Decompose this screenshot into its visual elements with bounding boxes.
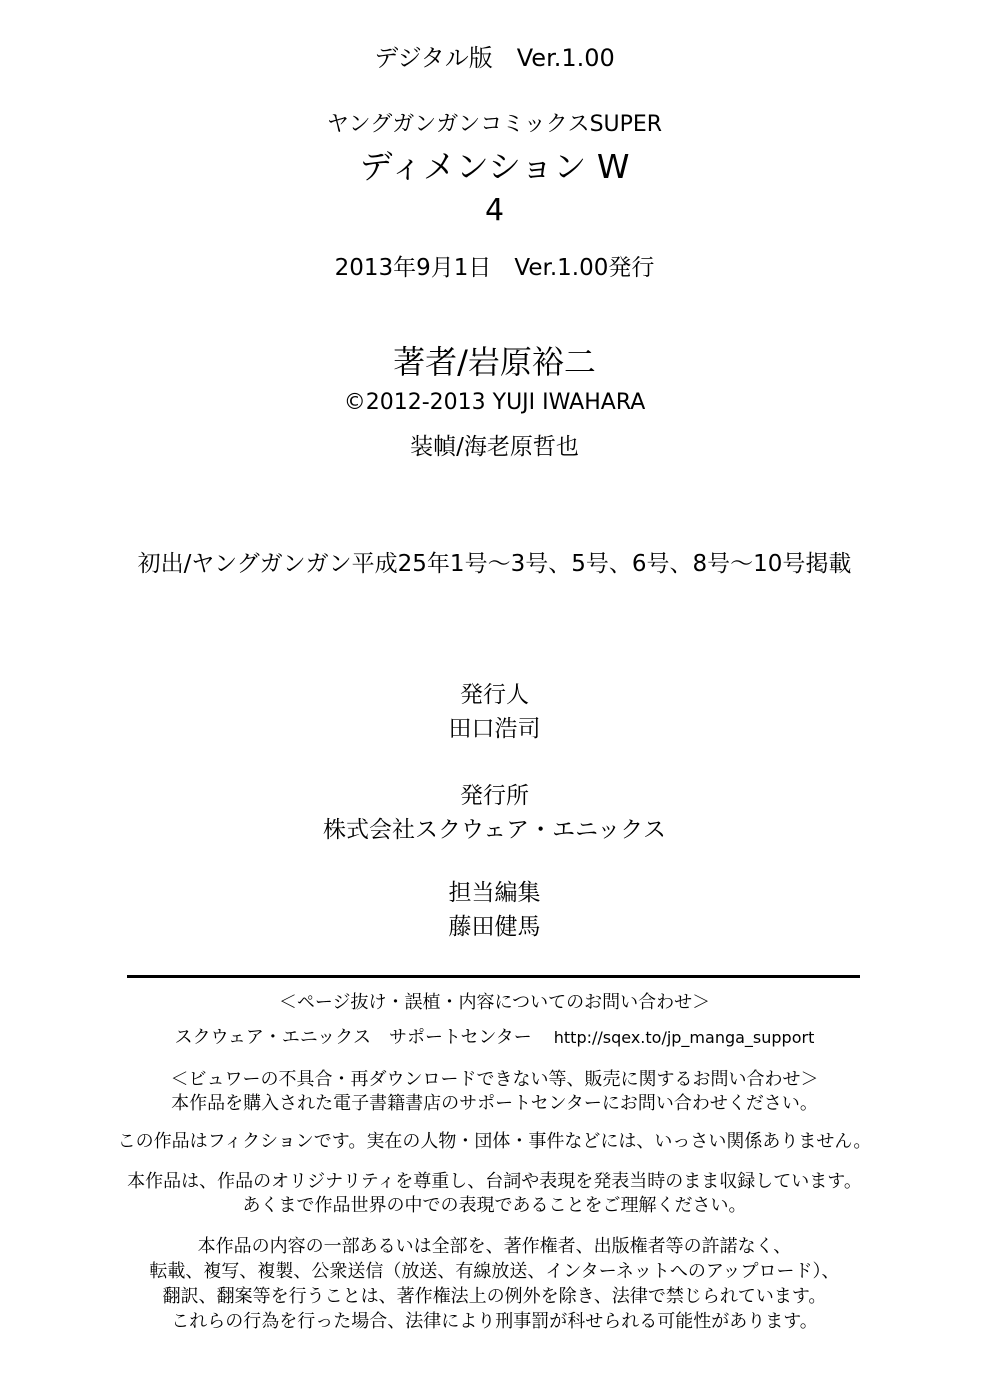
editor-label: 担当編集 (448, 880, 541, 906)
support-center-name: スクウェア・エニックス サポートセンター (174, 1027, 532, 1048)
release-date: 2013年9月1日 Ver.1.00発行 (334, 255, 655, 281)
inquiry-viewer-heading: ＜ビュワーの不具合・再ダウンロードできない等、販売に関するお問い合わせ＞ (170, 1069, 819, 1090)
first-appearance-note: 初出/ヤングガンガン平成25年1号～3号、5号、6号、8号～10号掲載 (137, 551, 852, 577)
legal-notice-line-3: 翻訳、翻案等を行うことは、著作権法上の例外を除き、法律で禁じられています。 (162, 1286, 827, 1307)
author-credit: 著者/岩原裕二 (393, 343, 596, 381)
fiction-disclaimer: この作品はフィクションです。実在の人物・団体・事件などには、いっさい関係ありません。 (117, 1131, 872, 1152)
editor-name: 藤田健馬 (448, 914, 541, 940)
legal-notice-line-2: 転載、複写、複製、公衆送信（放送、有線放送、インターネットへのアップロード）、 (149, 1261, 840, 1282)
publisher-name: 田口浩司 (448, 716, 541, 742)
design-credit: 装幀/海老原哲也 (410, 434, 579, 460)
publisher-label: 発行人 (460, 682, 529, 708)
inquiry-content-heading: ＜ページ抜け・誤植・内容についてのお問い合わせ＞ (278, 992, 711, 1013)
originality-notice-line-2: あくまで作品世界の中での表現であることをご理解ください。 (242, 1195, 747, 1216)
copyright-notice: ©2012-2013 YUJI IWAHARA (343, 390, 646, 415)
book-title: ディメンション W (359, 147, 630, 186)
edition-version: デジタル版 Ver.1.00 (374, 44, 615, 72)
support-url-link[interactable]: http://sqex.to/jp_manga_support (553, 1028, 815, 1047)
inquiry-viewer-body: 本作品を購入された電子書籍書店のサポートセンターにお問い合わせください。 (171, 1093, 818, 1114)
originality-notice-line-1: 本作品は、作品のオリジナリティを尊重し、台詞や表現を発表当時のまま収録しています。 (127, 1171, 862, 1192)
publishing-house-label: 発行所 (460, 783, 529, 809)
inquiry-content-contact (0, 1029, 989, 1047)
section-divider (127, 975, 860, 978)
legal-notice-line-1: 本作品の内容の一部あるいは全部を、著作権者、出版権者等の許諾なく、 (197, 1236, 792, 1257)
legal-notice-line-4: これらの行為を行った場合、法律により刑事罰が科せられる可能性があります。 (171, 1311, 818, 1332)
publishing-house-name: 株式会社スクウェア・エニックス (323, 817, 666, 843)
volume-number: 4 (484, 193, 505, 228)
series-name: ヤングガンガンコミックスSUPER (326, 112, 663, 137)
